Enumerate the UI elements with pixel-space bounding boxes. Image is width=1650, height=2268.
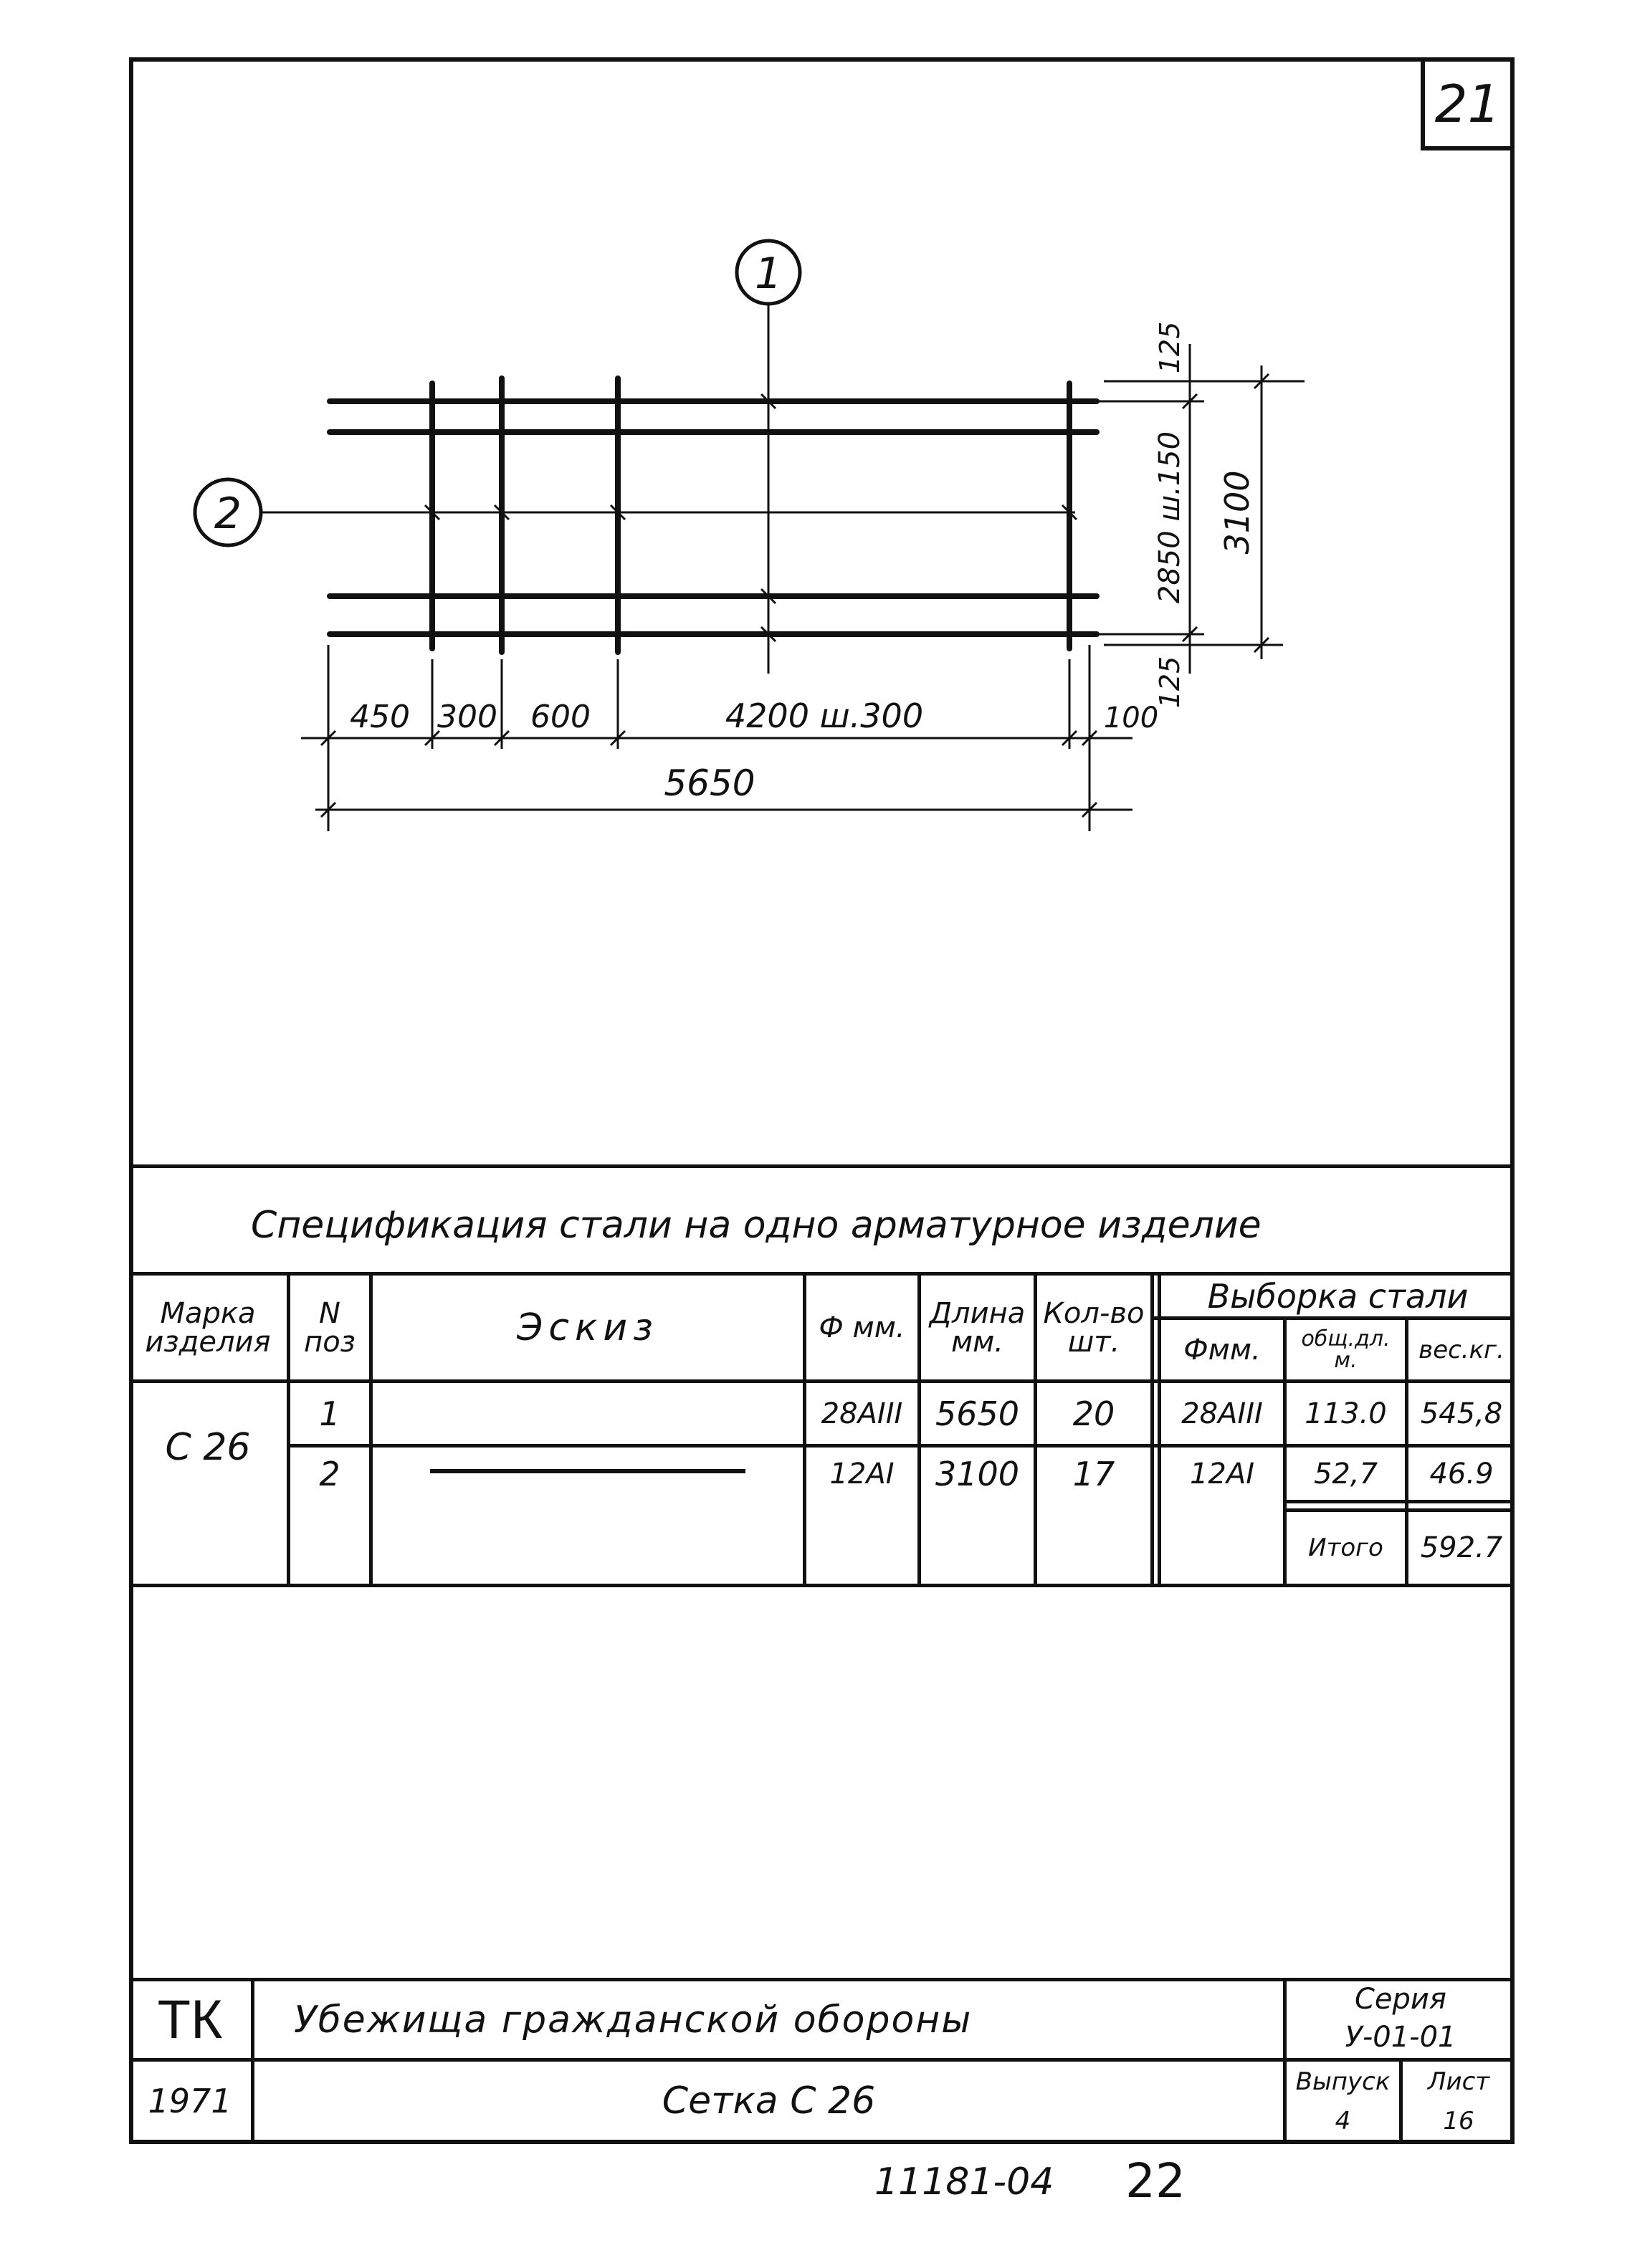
row2-length: 3100 [935, 1454, 1020, 1493]
header-sel-length: общ.дл. м. [1301, 1326, 1391, 1373]
row1-sel-diam: 28АIII [1181, 1397, 1263, 1430]
row1-diam: 28АIII [821, 1397, 903, 1430]
row2-qty: 17 [1072, 1454, 1115, 1493]
right-dimensions [1089, 344, 1305, 674]
sheet-value: 16 [1443, 2106, 1474, 2135]
row1-sel-length: 113.0 [1305, 1397, 1387, 1430]
total-label: Итого [1308, 1533, 1383, 1562]
header-length: Длина мм. [929, 1296, 1026, 1359]
row1-length: 5650 [935, 1394, 1020, 1433]
row1-pos: 1 [319, 1394, 340, 1433]
header-marka: Марка изделия [145, 1296, 271, 1359]
page-number: 22 [1125, 2153, 1186, 2209]
dim-300: 300 [437, 699, 497, 735]
drawing-name: Сетка С 26 [662, 2080, 876, 2123]
marka-value: С 26 [165, 1426, 251, 1469]
dim-2850: 2850 ш.150 [1153, 431, 1186, 604]
header-selection: Выборка стали [1207, 1276, 1469, 1316]
dim-450: 450 [350, 699, 410, 735]
series-label: Серия [1355, 1983, 1446, 2016]
dim-125-bottom: 125 [1154, 656, 1186, 709]
header-diam: Ф мм. [819, 1311, 905, 1344]
header-pos: N поз [304, 1296, 356, 1359]
callout-1 [737, 241, 800, 674]
sheet-label: Лист [1427, 2067, 1490, 2096]
dim-100: 100 [1103, 702, 1159, 735]
dim-5650: 5650 [664, 762, 755, 804]
dim-600: 600 [530, 699, 591, 735]
year: 1971 [148, 2082, 232, 2120]
spec-title: Спецификация стали на одно арматурное изделие [251, 1204, 1262, 1247]
row2-sel-diam: 12АI [1189, 1457, 1255, 1491]
row2-weight: 46.9 [1429, 1457, 1494, 1491]
header-sketch: Эскиз [517, 1306, 659, 1349]
row2-diam: 12АI [829, 1457, 895, 1491]
issue-value: 4 [1335, 2106, 1351, 2135]
sketch-bar-line [430, 1469, 745, 1473]
project-title: Убежища гражданской обороны [294, 1998, 973, 2042]
header-qty: Кол-во шт. [1043, 1296, 1145, 1359]
row1-weight: 545,8 [1420, 1397, 1503, 1430]
dim-4200: 4200 ш.300 [725, 697, 924, 735]
header-sel-diam: Фмм. [1183, 1333, 1261, 1367]
dim-3100: 3100 [1218, 470, 1256, 555]
row2-pos: 2 [319, 1454, 340, 1493]
dim-125-top: 125 [1154, 321, 1186, 374]
header-sel-weight: вес.кг. [1418, 1335, 1504, 1364]
issue-label: Выпуск [1295, 2067, 1391, 2096]
spec-table [129, 1272, 1515, 1587]
row2-sel-length: 52,7 [1313, 1457, 1378, 1491]
series-value: У-01-01 [1345, 2020, 1456, 2054]
spec-top-rule [129, 1164, 1515, 1168]
callout-2-label: 2 [214, 489, 242, 539]
sheet-number: 21 [1434, 74, 1501, 134]
total-value: 592.7 [1420, 1531, 1503, 1564]
longitudinal-bars [330, 401, 1097, 634]
org-mark: ТК [157, 1989, 223, 2050]
row1-qty: 20 [1072, 1394, 1115, 1433]
transverse-bars [432, 378, 1069, 652]
doc-code: 11181-04 [874, 2161, 1054, 2204]
callout-2 [195, 479, 1075, 545]
title-block [129, 1978, 1515, 2144]
callout-1-label: 1 [754, 249, 783, 299]
